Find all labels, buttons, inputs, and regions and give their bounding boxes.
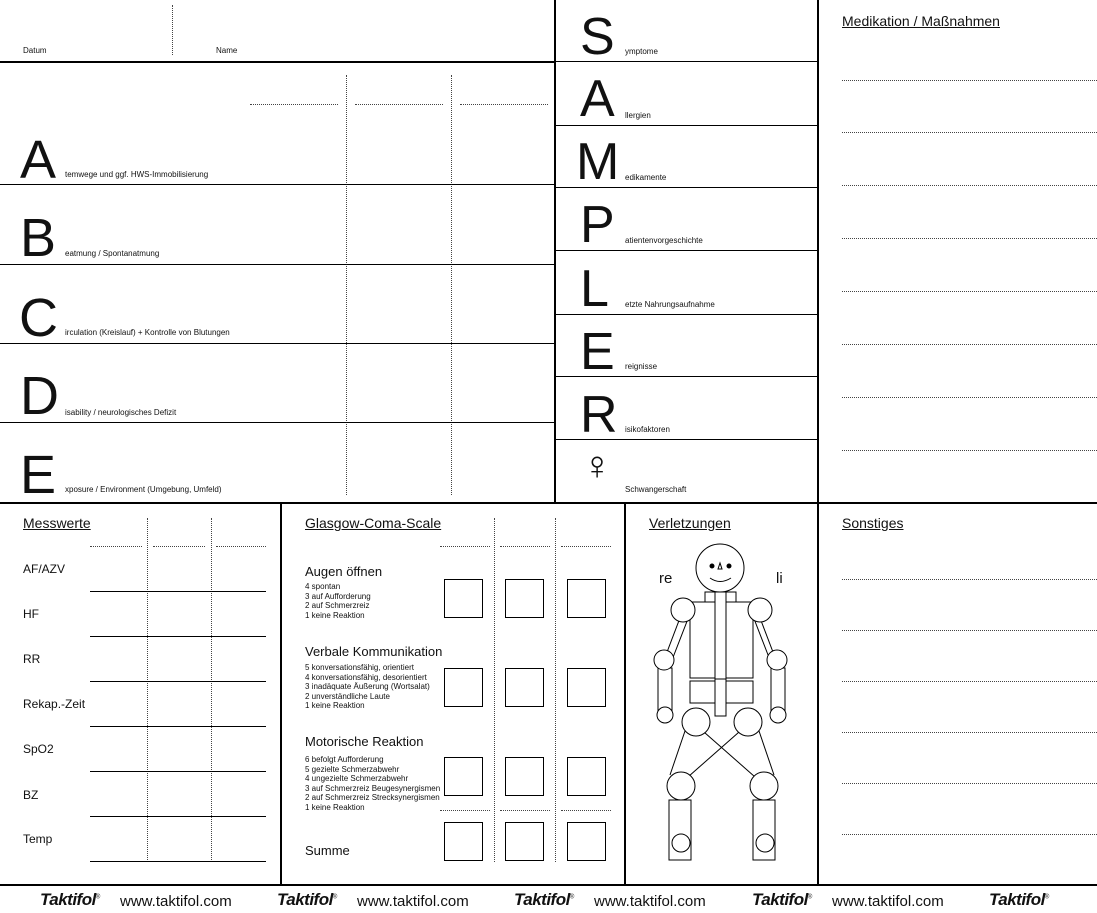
gcs-augen-title: Augen öffnen (305, 564, 383, 579)
messwerte-col-divider-2 (211, 518, 212, 860)
medikation-line[interactable] (842, 80, 1097, 81)
gcs-col-divider-1 (494, 518, 495, 862)
sampler-letter-l: L (580, 260, 609, 318)
messwerte-label-temp: Temp (23, 832, 53, 846)
medikation-line[interactable] (842, 397, 1097, 398)
gcs-augen-box-3[interactable] (567, 579, 606, 618)
gcs-verbal-box-2[interactable] (505, 668, 544, 707)
gcs-option: 4 konversationsfähig, desorientiert (305, 672, 427, 682)
gcs-option: 3 inadäquate Äußerung (Wortsalat) (305, 682, 430, 691)
gcs-summe-label: Summe (305, 843, 350, 858)
footer-url[interactable]: www.taktifol.com (357, 893, 469, 910)
gcs-summe-divider (561, 810, 611, 811)
header-divider (0, 61, 555, 63)
gcs-verbal-box-3[interactable] (567, 668, 606, 707)
right-side-label: re (659, 570, 673, 587)
gcs-option: 2 auf Schmerzreiz Strecksynergismen (305, 793, 440, 802)
divider-messwerte-gcs (280, 503, 282, 885)
gcs-augen-box-2[interactable] (505, 579, 544, 618)
gcs-summe-box-2[interactable] (505, 822, 544, 861)
messwerte-label-rekap: Rekap.-Zeit (23, 697, 86, 711)
divider-abcde-sampler (554, 0, 556, 503)
gcs-option: 5 konversationsfähig, orientiert (305, 663, 414, 672)
gcs-option: 3 auf Schmerzreiz Beugesynergismen (305, 783, 441, 793)
upper-lower-divider (0, 502, 1097, 504)
messwerte-title: Messwerte (23, 515, 91, 531)
messwerte-col-divider-1 (147, 518, 148, 860)
abcde-row-line (0, 422, 554, 423)
messwerte-label-rr: RR (23, 652, 41, 666)
venus-icon: ♀ (582, 444, 612, 488)
medikation-line[interactable] (842, 344, 1097, 345)
medikation-line[interactable] (842, 238, 1097, 239)
sampler-text-e: reignisse (625, 362, 658, 371)
messwerte-row-line[interactable] (90, 636, 266, 637)
medikation-line[interactable] (842, 185, 1097, 186)
sampler-text-p: atientenvorgeschichte (625, 236, 703, 245)
abcde-text-d: isability / neurologisches Defizit (65, 408, 177, 417)
sampler-letter-a: A (580, 70, 615, 128)
sonstiges-line[interactable] (842, 681, 1097, 682)
abcde-row-line (0, 343, 554, 344)
taktifol-logo: Taktifol® (752, 890, 812, 909)
name-label: Name (216, 46, 238, 55)
gcs-summe-box-1[interactable] (444, 822, 483, 861)
gcs-option: 1 keine Reaktion (305, 701, 365, 710)
messwerte-row-line[interactable] (90, 771, 266, 772)
abcde-text-a: temwege und ggf. HWS-Immobilisierung (65, 170, 209, 179)
messwerte-label-hf: HF (23, 607, 39, 621)
gcs-col-head-3 (561, 546, 611, 547)
sampler-text-l: etzte Nahrungsaufnahme (625, 300, 715, 309)
gcs-summe-divider (500, 810, 550, 811)
taktifol-logo: Taktifol® (514, 890, 574, 909)
abcde-letter-a: A (20, 130, 57, 190)
messwerte-row-line[interactable] (90, 861, 266, 862)
gcs-title: Glasgow-Coma-Scale (305, 515, 442, 531)
sonstiges-line[interactable] (842, 630, 1097, 631)
sonstiges-title: Sonstiges (842, 515, 904, 531)
gcs-augen-list (305, 582, 371, 620)
abcde-col-divider-1 (346, 75, 347, 495)
taktifol-logo: Taktifol® (989, 890, 1049, 909)
header-dotted-divider (172, 5, 173, 55)
abcde-letter-c: C (19, 288, 58, 348)
gcs-col-head-1 (440, 546, 490, 547)
gcs-verbal-title: Verbale Kommunikation (305, 644, 443, 659)
sampler-text-s: ymptome (625, 47, 658, 56)
gcs-option: 1 keine Reaktion (305, 802, 365, 812)
gcs-option: 4 spontan (305, 582, 341, 591)
footer-divider (0, 884, 1097, 886)
sampler-letter-e: E (580, 323, 615, 381)
messwerte-col-head-2 (153, 546, 205, 547)
gcs-motor-box-3[interactable] (567, 757, 606, 796)
sampler-text-schwangerschaft: Schwangerschaft (625, 485, 687, 494)
sonstiges-line[interactable] (842, 732, 1097, 733)
medikation-line[interactable] (842, 450, 1097, 451)
gcs-option: 2 unverständliche Laute (305, 691, 390, 701)
gcs-option: 6 befolgt Aufforderung (305, 755, 384, 764)
gcs-option: 4 ungezielte Schmerzabwehr (305, 774, 409, 783)
sampler-text-r: isikofaktoren (625, 425, 670, 434)
messwerte-row-line[interactable] (90, 591, 266, 592)
gcs-option: 3 auf Aufforderung (305, 591, 371, 601)
divider-sampler-medikation (817, 0, 819, 885)
gcs-col-head-2 (500, 546, 550, 547)
gcs-option: 1 keine Reaktion (305, 610, 365, 620)
sonstiges-line[interactable] (842, 783, 1097, 784)
messwerte-label-af: AF/AZV (23, 562, 66, 576)
abcde-letter-b: B (20, 208, 57, 268)
medikation-line[interactable] (842, 291, 1097, 292)
sonstiges-line[interactable] (842, 834, 1097, 835)
abcde-row-line (0, 264, 554, 265)
sampler-letter-m: M (576, 133, 620, 191)
abcde-col-head-2 (355, 104, 443, 105)
datum-label: Datum (23, 46, 47, 55)
abcde-text-e: xposure / Environment (Umgebung, Umfeld) (65, 485, 222, 494)
sampler-letter-s: S (580, 8, 615, 66)
sampler-text-m: edikamente (625, 173, 667, 182)
taktifol-logo: Taktifol® (277, 890, 337, 909)
gcs-augen-box-1[interactable] (444, 579, 483, 618)
abcde-text-b: eatmung / Spontanatmung (65, 249, 160, 258)
footer-url[interactable]: www.taktifol.com (594, 893, 706, 910)
gcs-motor-box-2[interactable] (505, 757, 544, 796)
medikation-title: Medikation / Maßnahmen (842, 13, 1000, 29)
abcde-col-head-3 (460, 104, 548, 105)
gcs-motor-box-1[interactable] (444, 757, 483, 796)
gcs-motor-title: Motorische Reaktion (305, 734, 424, 749)
verletzungen-title: Verletzungen (649, 515, 731, 531)
abcde-col-head-1 (250, 104, 338, 105)
sampler-letter-r: R (580, 386, 618, 444)
messwerte-col-head-3 (216, 546, 266, 547)
gcs-option: 2 auf Schmerzreiz (305, 601, 370, 610)
gcs-option: 5 gezielte Schmerzabwehr (305, 764, 400, 774)
messwerte-label-spo2: SpO2 (23, 742, 54, 756)
gcs-motor-list (305, 755, 440, 812)
footer-url[interactable]: www.taktifol.com (832, 893, 944, 910)
messwerte-row-line[interactable] (90, 726, 266, 727)
body-diagram-icon[interactable] (625, 503, 817, 884)
abcde-letter-e: E (20, 445, 57, 505)
sampler-text-a: llergien (625, 111, 651, 120)
abcde-letter-d: D (20, 366, 59, 426)
footer-url[interactable]: www.taktifol.com (120, 893, 232, 910)
abcde-col-divider-2 (451, 75, 452, 495)
gcs-verbal-list (305, 663, 430, 711)
sampler-letter-p: P (580, 196, 615, 254)
gcs-verbal-box-1[interactable] (444, 668, 483, 707)
gcs-summe-divider (440, 810, 490, 811)
abcde-text-c: irculation (Kreislauf) + Kontrolle von Blutungen (65, 328, 230, 337)
gcs-col-divider-2 (555, 518, 556, 862)
left-side-label: li (776, 570, 783, 587)
messwerte-row-line[interactable] (90, 816, 266, 817)
taktifol-logo: Taktifol® (40, 890, 100, 909)
sonstiges-line[interactable] (842, 579, 1097, 580)
messwerte-row-line[interactable] (90, 681, 266, 682)
messwerte-label-bz: BZ (23, 788, 39, 802)
gcs-summe-box-3[interactable] (567, 822, 606, 861)
abcde-row-line (0, 184, 554, 185)
medikation-line[interactable] (842, 132, 1097, 133)
messwerte-col-head-1 (90, 546, 142, 547)
